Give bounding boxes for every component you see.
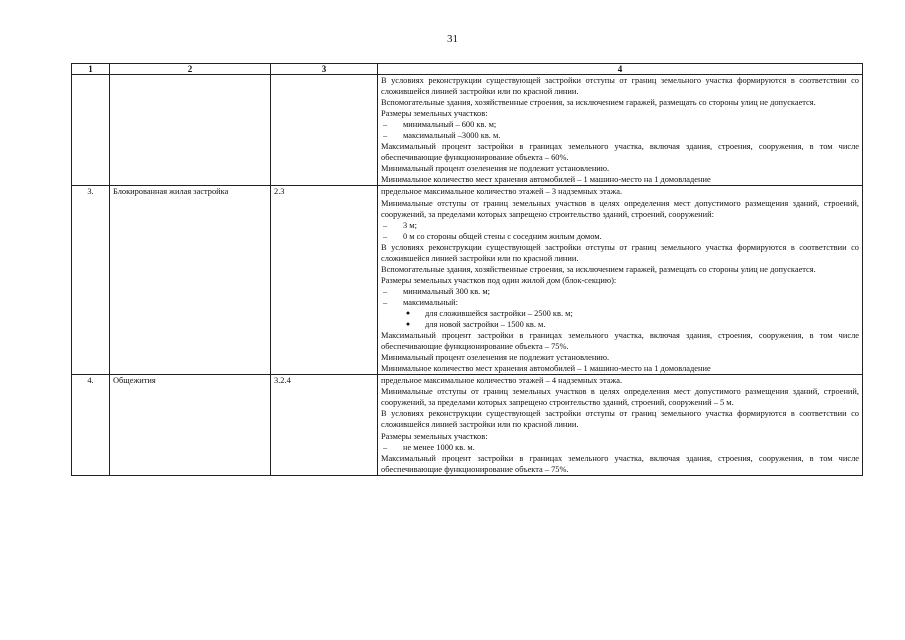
regulation-paragraph: Размеры земельных участков под один жилой дом (блок-секцию): (381, 275, 617, 285)
use-code-cell: 3.2.4 (271, 375, 378, 475)
regulation-paragraph: Минимальный процент озеленения не подлежит установлению. (381, 164, 610, 174)
list-item-text: максимальный: (403, 297, 458, 307)
dash-list-item (381, 220, 859, 231)
zone-use-name-cell: Общежития (110, 375, 271, 475)
list-item-text: для новой застройки – 1500 кв. м. (425, 320, 546, 330)
regulation-paragraph: Максимальный процент застройки в границах земельного участка, включая здания, строения, сооружения, в том числе обеспечивающие функционирование объекта – 60%. (381, 142, 859, 163)
table-row (72, 75, 863, 186)
bullet-icon: ● (405, 320, 411, 329)
list-item-text: 3 м; (403, 220, 417, 230)
dash-marker: – (383, 297, 388, 307)
row-number-cell (72, 75, 110, 186)
dash-list-item (381, 297, 859, 308)
header-col-4: 4 (378, 64, 863, 75)
bullet-icon: ● (405, 308, 411, 317)
regulation-paragraph: Максимальный процент застройки в границах земельного участка, включая здания, строения, сооружения, в том числе обеспечивающие функционирование объекта – 75%. (381, 453, 859, 474)
dash-marker: – (383, 231, 388, 241)
dash-list-item (381, 286, 859, 297)
list-item-text: для сложившейся застройки – 2500 кв. м; (425, 308, 573, 318)
dash-list-item (381, 130, 859, 141)
regulation-paragraph: Размеры земельных участков: (381, 431, 488, 441)
list-item-text: минимальный 300 кв. м; (403, 286, 490, 296)
use-code-cell: 2.3 (271, 186, 378, 375)
row-number-cell: 4. (72, 375, 110, 475)
regulation-paragraph: Вспомогательные здания, хозяйственные строения, за исключением гаражей, размещать со стороны улиц не допускается. (381, 264, 816, 274)
header-row (72, 64, 863, 75)
dash-list-item (381, 231, 859, 242)
regulation-paragraph: Минимальное количество мест хранения автомобилей – 1 машино-место на 1 домовладение (381, 364, 711, 374)
dash-marker: – (383, 286, 388, 296)
use-code-cell (271, 75, 378, 186)
regulation-paragraph: Вспомогательные здания, хозяйственные строения, за исключением гаражей, размещать со стороны улиц не допускается. (381, 98, 816, 108)
list-item-text: не менее 1000 кв. м. (403, 442, 475, 452)
zone-use-name-cell: Блокированная жилая застройка (110, 186, 271, 375)
dash-marker: – (383, 442, 388, 452)
regulation-description-cell (378, 186, 863, 375)
list-item-text: 0 м со стороны общей стены с соседним жилым домом. (403, 231, 602, 241)
regulation-description-cell (378, 75, 863, 186)
list-item-text: максимальный –3000 кв. м. (403, 131, 501, 141)
header-col-3: 3 (271, 64, 378, 75)
page-number: 31 (447, 33, 458, 45)
row-number-cell: 3. (72, 186, 110, 375)
list-item-text: минимальный – 600 кв. м; (403, 120, 497, 130)
header-col-1: 1 (72, 64, 110, 75)
bullet-list-item (381, 319, 859, 330)
regulation-paragraph: В условиях реконструкции существующей застройки отступы от границ земельного участка формируются в соответствии со сложившейся линией застройки или по красной линии. (381, 242, 859, 263)
regulation-paragraph: В условиях реконструкции существующей застройки отступы от границ земельного участка формируются в соответствии со сложившейся линией застройки или по красной линии. (381, 409, 859, 430)
dash-marker: – (383, 131, 388, 141)
zone-use-name-cell (110, 75, 271, 186)
regulation-paragraph: Минимальное количество мест хранения автомобилей – 1 машино-место на 1 домовладение (381, 175, 711, 185)
dash-list-item (381, 119, 859, 130)
dash-list-item (381, 442, 859, 453)
regulation-description-cell (378, 375, 863, 475)
regulation-paragraph: предельное максимальное количество этажей – 4 надземных этажа. (381, 376, 623, 386)
regulations-table (71, 63, 863, 476)
regulation-paragraph: Размеры земельных участков: (381, 109, 488, 119)
regulation-paragraph: Максимальный процент застройки в границах земельного участка, включая здания, строения, сооружения, в том числе обеспечивающие функционирование объекта – 75%. (381, 331, 859, 352)
regulation-paragraph: Минимальный процент озеленения не подлежит установлению. (381, 353, 610, 363)
dash-marker: – (383, 220, 388, 230)
table-row (72, 375, 863, 475)
dash-marker: – (383, 120, 388, 130)
header-col-2: 2 (110, 64, 271, 75)
table-row (72, 186, 863, 375)
regulation-paragraph: В условиях реконструкции существующей застройки отступы от границ земельного участка формируются в соответствии со сложившейся линией застройки или по красной линии. (381, 76, 859, 97)
regulation-paragraph: Минимальные отступы от границ земельных участков в целях определения мест допустимого размещения зданий, строений, сооружений, за пределами которых запрещено строительство зданий, строений, сооружений – 5 м. (381, 387, 859, 408)
regulation-paragraph: предельное максимальное количество этажей – 3 надземных этажа. (381, 187, 623, 197)
bullet-list-item (381, 308, 859, 319)
regulation-paragraph: Минимальные отступы от границ земельных участков в целях определения мест допустимого размещения зданий, строений, сооружений, за пределами которых запрещено строительство зданий, строений, сооружений: (381, 198, 859, 219)
